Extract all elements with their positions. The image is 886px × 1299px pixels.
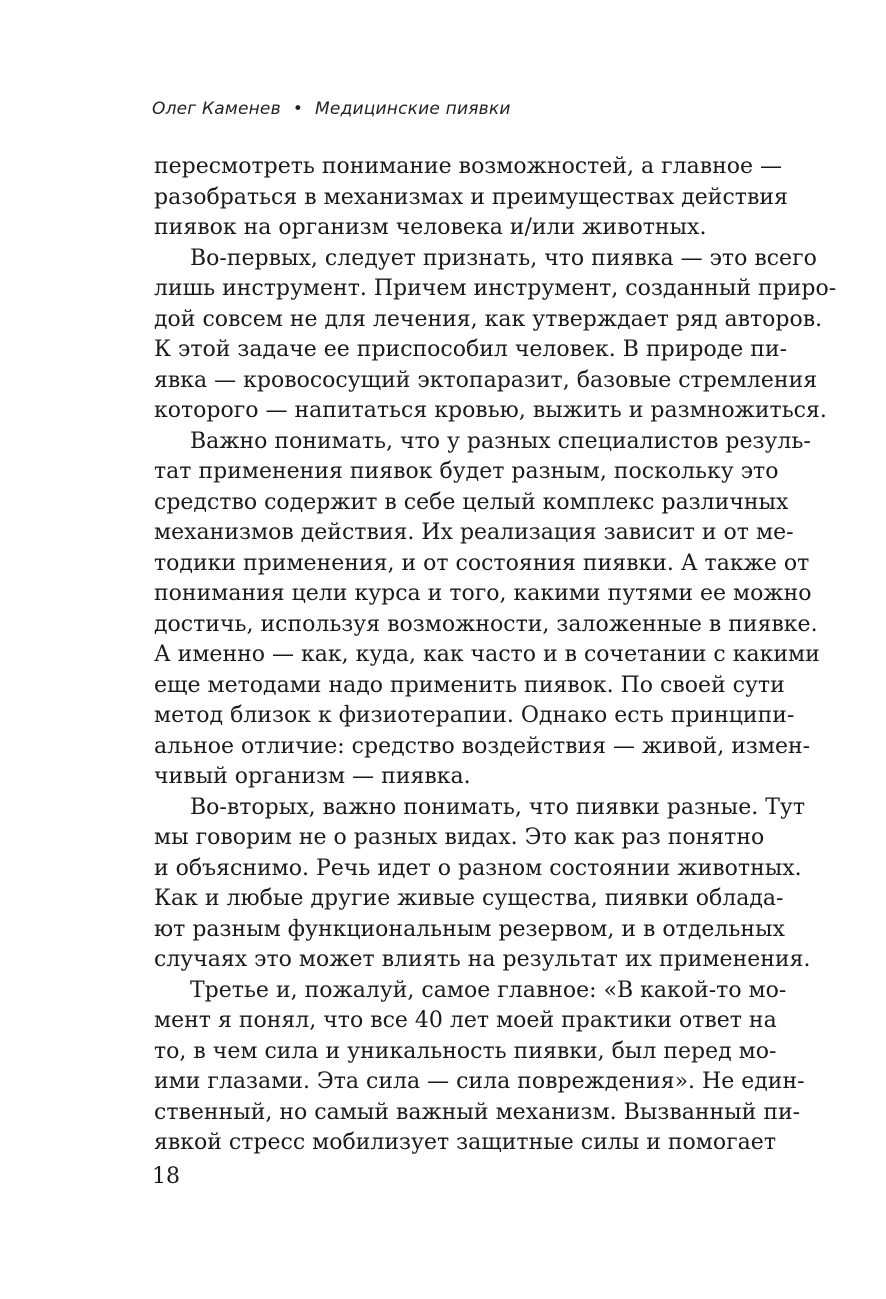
text-line: тат применения пиявок будет разным, поскольку это	[154, 459, 779, 484]
text-line: случаях это может влиять на результат их применения.	[154, 947, 811, 972]
text-line: понимания цели курса и того, какими путями ее можно	[154, 581, 812, 606]
text-line: Третье и, пожалуй, самое главное: «В какой-то мо-	[190, 977, 787, 1003]
text-line: ственный, но самый важный механизм. Вызванный пи-	[154, 1099, 801, 1125]
text-line: то, в чем сила и уникальность пиявки, был перед мо-	[154, 1038, 777, 1064]
text-line: лишь инструмент. Причем инструмент, созданный приро-	[154, 276, 837, 301]
text-line: чивый организм — пиявка.	[154, 764, 471, 789]
text-line: средство содержит в себе целый комплекс различных	[154, 489, 789, 515]
text-line: тодики применения, и от состояния пиявки. А также от	[154, 550, 810, 576]
text-line: явкой стресс мобилизует защитные силы и помогает	[154, 1130, 776, 1155]
text-line: К этой задаче ее приспособил человек. В природе пи-	[154, 337, 788, 362]
text-line: Во-первых, следует признать, что пиявка — это всего	[190, 245, 817, 271]
page-number: 18	[152, 1164, 180, 1189]
text-line: пиявок на организм человека и/или животных.	[154, 215, 707, 240]
text-line: достичь, используя возможности, заложенные в пиявке.	[154, 611, 818, 637]
header-author: Олег Каменев	[152, 99, 281, 119]
text-line: Важно понимать, что у разных специалистов резуль-	[190, 428, 811, 454]
body-text	[154, 152, 837, 1159]
text-line: и объяснимо. Речь идет о разном состоянии животных.	[154, 855, 802, 881]
header-separator: •	[292, 99, 304, 119]
text-line: пересмотреть понимание возможностей, а главное —	[154, 154, 783, 179]
text-line: Во-вторых, важно понимать, что пиявки разные. Тут	[190, 794, 805, 820]
text-line: ими глазами. Эта сила — сила повреждения». Не един-	[154, 1069, 805, 1094]
text-line: явка — кровососущий эктопаразит, базовые стремления	[154, 367, 818, 393]
text-line: разобраться в механизмах и преимуществах действия	[154, 184, 788, 210]
running-head	[152, 99, 511, 119]
text-line: механизмов действия. Их реализация зависит и от ме-	[154, 520, 794, 545]
text-line: Как и любые другие живые существа, пиявки облада-	[154, 886, 784, 911]
text-line: метод близок к физиотерапии. Однако есть принципи-	[154, 703, 795, 728]
text-line: которого — напитаться кровью, выжить и размножиться.	[154, 398, 827, 423]
text-line: альное отличие: средство воздействия — живой, измен-	[154, 733, 811, 759]
text-line: А именно — как, куда, как часто и в сочетании с какими	[154, 642, 820, 667]
text-line: дой совсем не для лечения, как утверждает ряд авторов.	[154, 306, 823, 332]
header-title: Медицинские пиявки	[315, 99, 511, 119]
text-line: мент я понял, что все 40 лет моей практики ответ на	[154, 1008, 777, 1033]
text-line: мы говорим не о разных видах. Это как раз понятно	[154, 825, 765, 850]
text-line: ют разным функциональным резервом, и в отдельных	[154, 916, 785, 942]
text-line: еще методами надо применить пиявок. По своей сути	[154, 672, 785, 698]
